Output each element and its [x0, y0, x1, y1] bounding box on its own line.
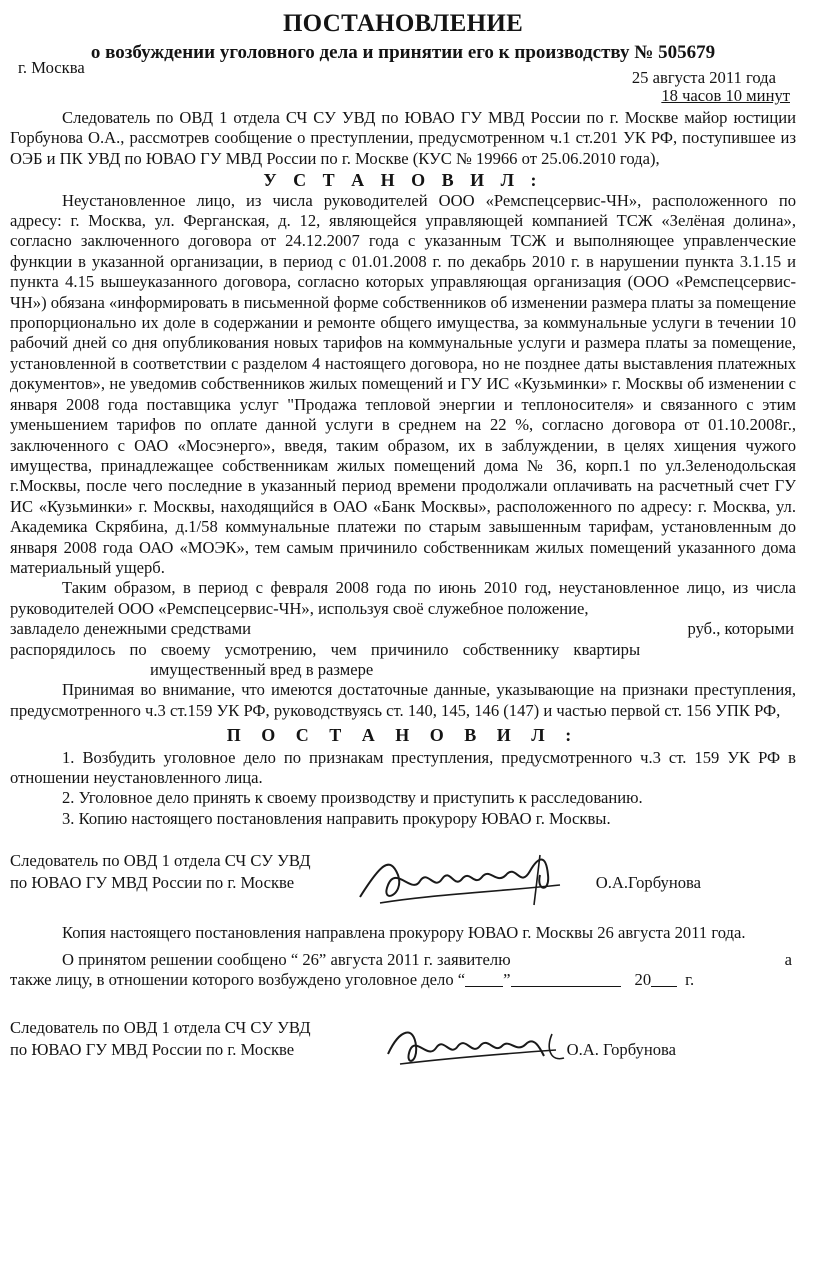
established-paragraph-3: Принимая во внимание, что имеются достаточные данные, указывающие на признаки преступления, предусмотренного ч.3 ст.159 УК РФ, руководствуясь ст. 140, 145, 146 (147) и частью первой ст. 156 УПК РФ,	[10, 680, 796, 720]
decision-line-1-right: а	[784, 949, 792, 969]
resolved-list	[10, 748, 796, 830]
decision-line-2-quote: ”	[503, 970, 511, 990]
decision-line-2-end: г.	[685, 970, 695, 990]
handwritten-signature-1	[350, 845, 570, 915]
city-date-line	[10, 58, 796, 87]
time-row	[10, 86, 796, 108]
decision-line-2-left: также лицу, в отношении которого возбуждено уголовное дело “	[10, 970, 466, 990]
signer-title-line-2: по ЮВАО ГУ МВД России по г. Москве	[10, 873, 295, 893]
owner-line	[10, 640, 796, 660]
day-blank	[465, 970, 503, 987]
resolved-heading: П О С Т А Н О В И Л :	[226, 725, 580, 746]
decision-line-1-left: О принятом решении сообщено “ 26” августа 2011 г. заявителю	[62, 949, 511, 969]
signer-title-line-2: по ЮВАО ГУ МВД России по г. Москве	[10, 1040, 295, 1060]
decision-line-2	[10, 970, 796, 990]
city: г. Москва	[18, 58, 85, 77]
resolved-item-2: 2. Уголовное дело принять к своему производству и приступить к расследованию.	[62, 788, 643, 808]
year-blank	[651, 970, 677, 987]
resolved-item-1: 1. Возбудить уголовное дело по признакам преступления, предусмотренного ч.3 ст. 159 УК РФ в отношении неустановленного лица.	[10, 747, 796, 787]
decision-notice	[10, 950, 796, 991]
signature-block-1	[10, 851, 796, 909]
intro-paragraph: Следователь по ОВД 1 отдела СЧ СУ УВД по ЮВАО ГУ МВД России по г. Москве майор юстиции Горбунова О.А., рассмотрев сообщение о преступлении, предусмотренном ч.1 ст.201 УК РФ, поступившее из ОЭБ и ПК УВД по ЮВАО ГУ МВД России по г. Москве (КУС № 19966 от 25.06.2010 года),	[10, 108, 796, 168]
copy-note: Копия настоящего постановления направлена прокурору ЮВАО г. Москвы 26 августа 2011 года.	[62, 923, 746, 943]
decision-line-1	[10, 950, 796, 970]
signer-name-2: О.А. Горбунова	[566, 1040, 676, 1060]
signature-block-2	[10, 1018, 796, 1076]
damage-line-text: имущественный вред в размере	[150, 659, 374, 679]
established-heading: У С Т А Н О В И Л :	[263, 170, 543, 191]
damage-line	[10, 660, 796, 680]
handwritten-signature-2	[380, 1014, 580, 1080]
document-time: 18 часов 10 минут	[661, 86, 790, 105]
established-paragraph-1: Неустановленное лицо, из числа руководителей ООО «Ремспецсервис-ЧН», расположенного по адресу: г. Москва, ул. Ферганская, д. 12, являющейся управляющей компанией ТСЖ «Зелёная долина», согласно заключенного договора от 24.12.2007 года с указанным ТСЖ и выполняющее управленческие функции в указанной организации, в период с 01.01.2008 г. по декабрь 2010 г. в нарушении пункта 3.1.15 и пункта 4.15 вышеуказанного договора, согласно которых управляющая организация (ООО «Ремспецсервис-ЧН») обязана «информировать в письменной форме собственников об изменении размера платы за помещение пропорционально их доле в содержании и ремонте общего имущества, за коммунальные услуги в течении 10 рабочий дней со дня опубликования новых тарифов на коммунальные услуги и размера платы за помещение, установленной в соответствии с разделом 4 настоящего договора, но не позднее даты выставления платежных документов», не уведомив собственников жилых помещений и ГУ ИС «Кузьминки» г. Москвы об изменении с января 2008 года поставщика услуг "Продажа тепловой энергии и теплоносителя» и связанного с этим уменьшением тарифов по оплате данной услуги в среднем на 22 %, согласно договора от 01.10.2008г., заключенного с ОАО «Мосэнерго», введя, таким образом, их в заблуждении, в целях хищения чужого имущества, принадлежащее собственникам жилых помещений дома № 36, корп.1 по ул.Зеленодольская г.Москвы, после чего последние в указанный период времени продолжали оплачивать на расчетный счет ГУ ИС «Кузьминки» г. Москвы, находящийся в ОАО «Банк Москвы», расположенного по адресу: г. Москва, ул. Академика Скрябина, д.1/58 коммунальные платежи по старым завышенным тарифам, установленным до января 2008 года ОАО «МОЭК», тем самым причинило собственникам жилых помещений указанного дома материальный ущерб.	[10, 190, 796, 577]
document-subtitle: о возбуждении уголовного дела и принятии его к производству № 505679	[90, 42, 716, 63]
document-title: ПОСТАНОВЛЕНИЕ	[282, 10, 524, 37]
amount-line-right: руб., которыми	[687, 619, 794, 639]
signer-title-line-1: Следователь по ОВД 1 отдела СЧ СУ УВД	[10, 851, 311, 871]
signer-title-line-1: Следователь по ОВД 1 отдела СЧ СУ УВД	[10, 1018, 311, 1038]
owner-line-text: распорядилось по своему усмотрению, чем причинило собственнику квартиры	[10, 639, 641, 659]
document-date: 25 августа 2011 года	[631, 68, 776, 87]
resolved-item-3: 3. Копию настоящего постановления направить прокурору ЮВАО г. Москвы.	[62, 808, 611, 828]
amount-line	[10, 619, 796, 639]
established-paragraph-2: Таким образом, в период с февраля 2008 года по июнь 2010 год, неустановленное лицо, из числа руководителей ООО «Ремспецсервис-ЧН», используя своё служебное положение,	[10, 578, 796, 618]
amount-line-left: завладело денежными средствами	[10, 619, 252, 639]
decision-line-2-year: 20	[634, 970, 652, 990]
signer-name-1: О.А.Горбунова	[595, 873, 701, 893]
month-blank	[511, 970, 621, 987]
